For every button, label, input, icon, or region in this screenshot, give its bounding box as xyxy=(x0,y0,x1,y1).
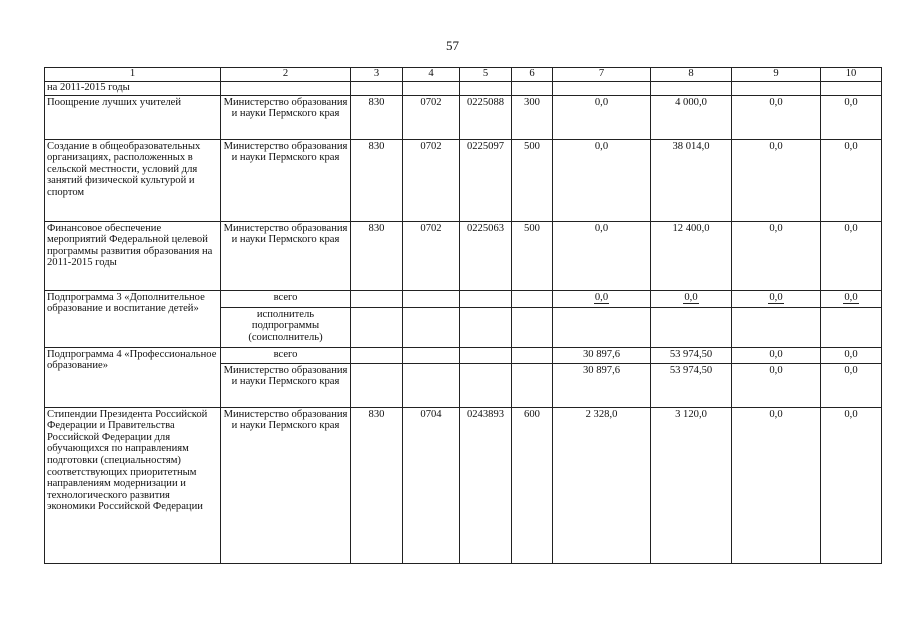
header-cell: 2 xyxy=(221,68,351,82)
header-cell: 7 xyxy=(553,68,651,82)
cell-col9: 0,0 xyxy=(769,291,783,303)
cell-col8: 4 000,0 xyxy=(651,95,732,139)
header-cell: 4 xyxy=(403,68,460,82)
cell-col9: 0,0 xyxy=(732,407,821,563)
table-row xyxy=(45,407,882,563)
header-cell: 10 xyxy=(821,68,882,82)
cell-col7: 0,0 xyxy=(553,139,651,221)
cell-col3: 830 xyxy=(351,95,403,139)
row-name: Финансовое обеспечение мероприятий Федеральной целевой программы развития образования на 2011-2015 годы xyxy=(45,221,221,290)
executor-cell: всего xyxy=(221,290,351,307)
cell-col5: 0225088 xyxy=(460,95,512,139)
row-name: Подпрограмма 4 «Профессиональное образование» xyxy=(45,347,221,407)
table-row xyxy=(45,290,882,307)
cell-col10: 0,0 xyxy=(844,291,858,303)
cell-col7: 30 897,6 xyxy=(553,347,651,363)
cell-col9: 0,0 xyxy=(732,221,821,290)
cell-col7: 0,0 xyxy=(594,291,609,303)
header-cell: 9 xyxy=(732,68,821,82)
cell-col10: 0,0 xyxy=(821,363,882,407)
cell-col6: 500 xyxy=(512,139,553,221)
cell-col3: 830 xyxy=(351,221,403,290)
executor-cell: всего xyxy=(221,347,351,363)
cell-col5: 0243893 xyxy=(460,407,512,563)
cell-col5: 0225063 xyxy=(460,221,512,290)
page-number: 57 xyxy=(446,38,459,53)
cell-col5: 0225097 xyxy=(460,139,512,221)
executor-cell: Министерство образования и науки Пермского края xyxy=(221,221,351,290)
column-number-row xyxy=(45,68,882,82)
cell-col8: 3 120,0 xyxy=(651,407,732,563)
table-row xyxy=(45,347,882,363)
table-row xyxy=(45,221,882,290)
executor-cell: Министерство образования и науки Пермского края xyxy=(221,139,351,221)
cell-col9: 0,0 xyxy=(732,139,821,221)
cell-col6: 300 xyxy=(512,95,553,139)
cell-col8: 0,0 xyxy=(684,291,698,303)
executor-cell: Министерство образования и науки Пермского края xyxy=(221,407,351,563)
cell-col3: 830 xyxy=(351,407,403,563)
budget-table xyxy=(44,67,882,564)
cell-col8: 38 014,0 xyxy=(651,139,732,221)
row-name: Создание в общеобразовательных организациях, расположенных в сельской местности, условий для занятий физической культурой и спортом xyxy=(45,139,221,221)
row-name: Подпрограмма 3 «Дополнительное образование и воспитание детей» xyxy=(45,290,221,347)
row-name: на 2011-2015 годы xyxy=(45,82,221,96)
cell-col9: 0,0 xyxy=(732,347,821,363)
row-name: Поощрение лучших учителей xyxy=(45,95,221,139)
header-cell: 6 xyxy=(512,68,553,82)
cell-col10: 0,0 xyxy=(821,407,882,563)
cell-col6: 600 xyxy=(512,407,553,563)
cell-col10: 0,0 xyxy=(821,347,882,363)
cell-col6: 500 xyxy=(512,221,553,290)
cell-col8: 53 974,50 xyxy=(651,363,732,407)
cell-col7: 0,0 xyxy=(553,95,651,139)
table-row xyxy=(45,82,882,96)
table-row xyxy=(45,95,882,139)
header-cell: 5 xyxy=(460,68,512,82)
row-name: Стипендии Президента Российской Федерации и Правительства Российской Федерации для обучающихся по направлениям подготовки (специальностям) соответствующих приоритетным направлениям модернизации и технологического развития экономики Российской Федерации xyxy=(45,407,221,563)
cell-col10: 0,0 xyxy=(821,139,882,221)
cell-col3: 830 xyxy=(351,139,403,221)
cell-col4: 0702 xyxy=(403,139,460,221)
cell-col10: 0,0 xyxy=(821,221,882,290)
cell-col4: 0704 xyxy=(403,407,460,563)
cell-col7: 30 897,6 xyxy=(553,363,651,407)
header-cell: 8 xyxy=(651,68,732,82)
cell-col9: 0,0 xyxy=(732,363,821,407)
cell-col7: 0,0 xyxy=(553,221,651,290)
header-cell: 3 xyxy=(351,68,403,82)
cell-col4: 0702 xyxy=(403,221,460,290)
cell-col8: 12 400,0 xyxy=(651,221,732,290)
table-row xyxy=(45,139,882,221)
cell-col9: 0,0 xyxy=(732,95,821,139)
cell-col4: 0702 xyxy=(403,95,460,139)
executor-cell: Министерство образования и науки Пермского края xyxy=(221,95,351,139)
header-cell: 1 xyxy=(45,68,221,82)
cell-col7: 2 328,0 xyxy=(553,407,651,563)
executor-cell: исполнитель подпрограммы (соисполнитель) xyxy=(221,307,351,347)
cell-col8: 53 974,50 xyxy=(651,347,732,363)
cell-col10: 0,0 xyxy=(821,95,882,139)
executor-cell: Министерство образования и науки Пермского края xyxy=(221,363,351,407)
